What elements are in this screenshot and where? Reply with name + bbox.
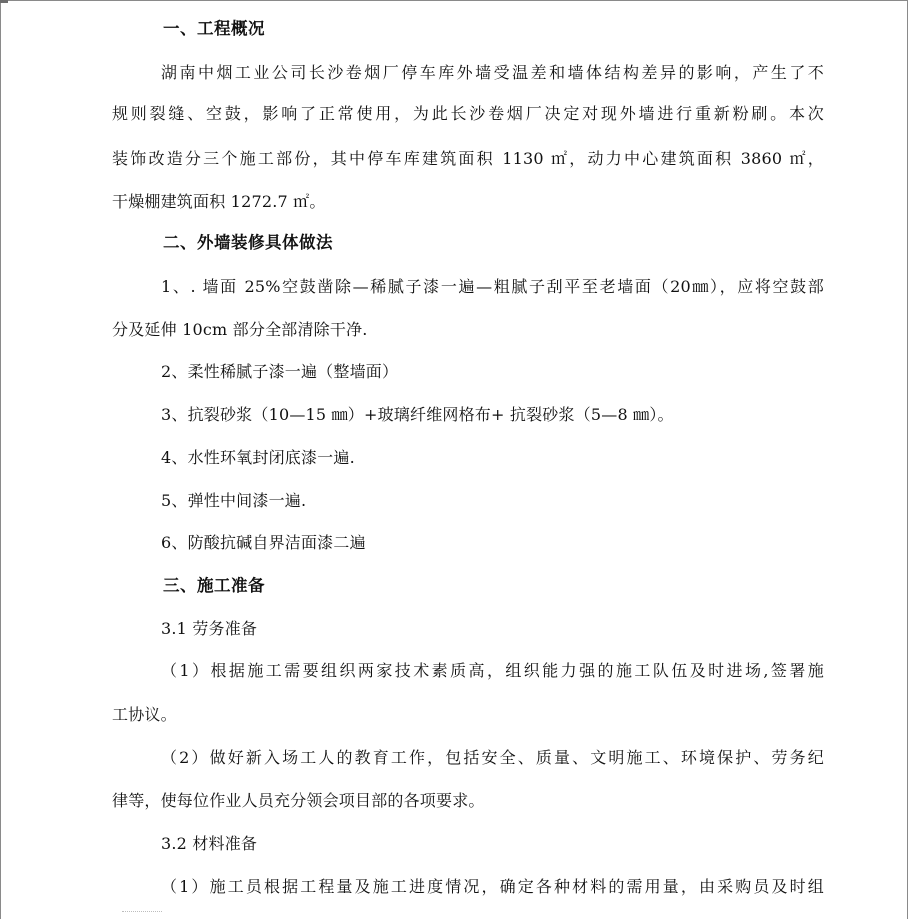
paragraph-1-line-3: 装饰改造分三个施工部份，其中停车库建筑面积 1130 ㎡，动力中心建筑面积 3860 ㎡， <box>112 149 824 168</box>
section-2-item-1-line-1: 1、. 墙面 25%空鼓凿除—稀腻子漆一遍—粗腻子刮平至老墙面（20㎜），应将空鼓部 <box>161 277 824 296</box>
section-3-1-paragraph-2-line-1: （2）做好新入场工人的教育工作，包括安全、质量、文明施工、环境保护、劳务纪 <box>161 748 824 767</box>
section-3-2-paragraph-1-line-1: （1）施工员根据工程量及施工进度情况，确定各种材料的需用量，由采购员及时组 <box>161 877 824 896</box>
section-3-2-heading: 3.2 材料准备 <box>161 834 258 853</box>
section-2-item-3: 3、抗裂砂浆（10—15 ㎜）+玻璃纤维网格布+ 抗裂砂浆（5—8 ㎜）。 <box>161 405 674 424</box>
corner-mark <box>0 0 8 3</box>
section-3-heading: 三、施工准备 <box>163 576 265 595</box>
section-2-item-6: 6、防酸抗碱自界洁面漆二遍 <box>161 533 366 552</box>
paragraph-1-line-4: 干燥棚建筑面积 1272.7 ㎡。 <box>112 192 326 211</box>
paragraph-1-line-2: 规则裂缝、空鼓，影响了正常使用，为此长沙卷烟厂决定对现外墙进行重新粉刷。本次 <box>112 104 824 123</box>
section-2-item-1-line-2: 分及延伸 10cm 部分全部清除干净. <box>112 320 368 339</box>
section-2-item-5: 5、弹性中间漆一遍. <box>161 491 307 510</box>
paragraph-1-line-1: 湖南中烟工业公司长沙卷烟厂停车库外墙受温差和墙体结构差异的影响，产生了不 <box>161 63 824 82</box>
section-2-item-4: 4、水性环氧封闭底漆一遍. <box>161 448 355 467</box>
section-3-1-heading: 3.1 劳务准备 <box>161 619 258 638</box>
section-3-1-paragraph-2-line-2: 律等，使每位作业人员充分领会项目部的各项要求。 <box>112 791 485 810</box>
section-2-item-2: 2、柔性稀腻子漆一遍（整墙面） <box>161 362 399 381</box>
section-1-heading: 一、工程概况 <box>163 19 265 38</box>
section-3-1-paragraph-1-line-2: 工协议。 <box>112 705 177 724</box>
section-2-heading: 二、外墙装修具体做法 <box>163 233 333 252</box>
section-3-1-paragraph-1-line-1: （1）根据施工需要组织两家技术素质高，组织能力强的施工队伍及时进场,签署施 <box>161 661 824 680</box>
